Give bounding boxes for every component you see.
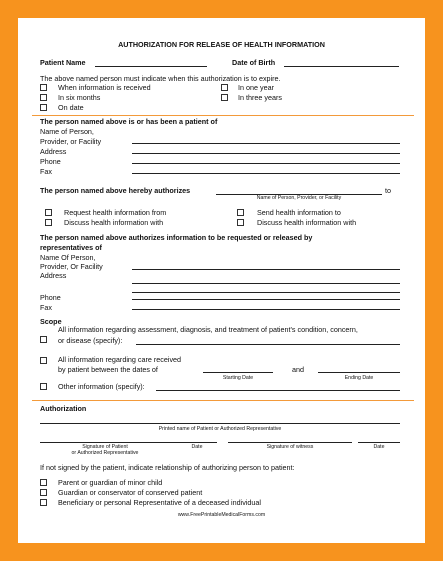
provider-line[interactable] [132, 143, 400, 144]
checkbox-when-received[interactable] [40, 84, 47, 91]
expire-intro: The above named person must indicate when this authorization is to expire. [40, 74, 281, 83]
sig-date-line-2[interactable] [358, 442, 400, 443]
checkbox-scope-all[interactable] [40, 336, 47, 343]
checkbox-scope-other[interactable] [40, 383, 47, 390]
scope-care-1: All information regarding care received [58, 355, 182, 364]
relationship-beneficiary: Beneficiary or personal Representative of a deceased individual [58, 498, 261, 507]
option-discuss-with-1: Discuss health information with [64, 218, 164, 227]
sig-date-caption-1: Date [191, 444, 203, 450]
section-divider-2 [32, 400, 414, 401]
dob-label: Date of Birth [232, 58, 276, 67]
scope-heading: Scope [40, 317, 62, 326]
dob-line[interactable] [284, 66, 399, 67]
sig-patient-caption-1: Signature of Patient [82, 444, 128, 450]
scope-all-1: All information regarding assessment, diagnosis, and treatment of patient's condition, concern, [58, 325, 358, 334]
ending-date-line[interactable] [318, 372, 400, 373]
released-address-line-2[interactable] [132, 292, 400, 293]
checkbox-request-from[interactable] [45, 209, 52, 216]
phone-line[interactable] [132, 163, 400, 164]
relationship-guardian: Guardian or conservator of conserved patient [58, 488, 203, 497]
released-provider: Provider, Or Facility [40, 262, 103, 271]
address-line[interactable] [132, 153, 400, 154]
sig-witness-line[interactable] [228, 442, 352, 443]
checkbox-one-year[interactable] [221, 84, 228, 91]
released-heading-2: representatives of [40, 243, 102, 252]
released-address: Address [40, 271, 67, 280]
checkbox-on-date[interactable] [40, 104, 47, 111]
relationship-parent: Parent or guardian of minor child [58, 478, 163, 487]
option-send-to: Send health information to [257, 208, 341, 217]
section-divider [32, 115, 414, 116]
scope-and: and [292, 365, 304, 374]
fax-line[interactable] [132, 173, 400, 174]
relationship-intro: If not signed by the patient, indicate relationship of authorizing person to patient: [40, 463, 295, 472]
authorization-heading: Authorization [40, 404, 87, 413]
scope-other-line[interactable] [156, 390, 400, 391]
authorizes-caption: Name of Person, Provider, or Facility [256, 195, 342, 201]
printed-name-line[interactable] [40, 423, 400, 424]
option-six-months: In six months [58, 93, 101, 102]
scope-all-line[interactable] [136, 344, 400, 345]
released-phone: Phone [40, 293, 61, 302]
released-provider-line[interactable] [132, 269, 400, 270]
checkbox-six-months[interactable] [40, 94, 47, 101]
scope-other: Other information (specify): [58, 382, 145, 391]
checkbox-discuss-with-1[interactable] [45, 219, 52, 226]
form-title: AUTHORIZATION FOR RELEASE OF HEALTH INFORMATION [118, 40, 325, 49]
option-request-from: Request health information from [64, 208, 167, 217]
checkbox-discuss-with-2[interactable] [237, 219, 244, 226]
option-discuss-with-2: Discuss health information with [257, 218, 357, 227]
released-address-line-1[interactable] [132, 283, 400, 284]
field-fax: Fax [40, 167, 52, 176]
released-name: Name Of Person, [40, 253, 96, 262]
checkbox-beneficiary[interactable] [40, 499, 47, 506]
checkbox-three-years[interactable] [221, 94, 228, 101]
checkbox-scope-care[interactable] [40, 357, 47, 364]
printed-name-caption: Printed name of Patient or Authorized Representative [158, 426, 282, 432]
scope-all-2: or disease (specify): [58, 336, 123, 345]
starting-date-caption: Starting Date [222, 375, 254, 381]
field-provider: Provider, or Facility [40, 137, 102, 146]
option-when-received: When information is received [58, 83, 151, 92]
sig-witness-caption: Signature of witness [266, 444, 314, 450]
sig-patient-caption-2: or Authorized Representative [71, 450, 139, 456]
authorizes-to: to [385, 186, 391, 195]
option-one-year: In one year [238, 83, 274, 92]
sig-patient-line[interactable] [40, 442, 180, 443]
patient-name-label: Patient Name [40, 58, 86, 67]
scope-care-2: by patient between the dates of [58, 365, 158, 374]
option-on-date: On date [58, 103, 84, 112]
patient-name-line[interactable] [95, 66, 207, 67]
released-heading-1: The person named above authorizes information to be requested or released by [40, 233, 313, 242]
ending-date-caption: Ending Date [344, 375, 374, 381]
authorizes-label: The person named above hereby authorizes [40, 186, 191, 195]
checkbox-parent[interactable] [40, 479, 47, 486]
footer-url: www.FreePrintableMedicalForms.com [177, 512, 266, 518]
field-phone: Phone [40, 157, 61, 166]
patient-section-heading: The person named above is or has been a patient of [40, 117, 218, 126]
released-phone-line[interactable] [132, 299, 400, 300]
checkbox-guardian[interactable] [40, 489, 47, 496]
sig-date-line-1[interactable] [177, 442, 217, 443]
field-address: Address [40, 147, 67, 156]
option-three-years: In three years [238, 93, 282, 102]
checkbox-send-to[interactable] [237, 209, 244, 216]
released-fax-line[interactable] [132, 309, 400, 310]
starting-date-line[interactable] [203, 372, 273, 373]
sig-date-caption-2: Date [373, 444, 385, 450]
field-name-of-person: Name of Person, [40, 127, 94, 136]
form-page [18, 18, 425, 543]
released-fax: Fax [40, 303, 52, 312]
